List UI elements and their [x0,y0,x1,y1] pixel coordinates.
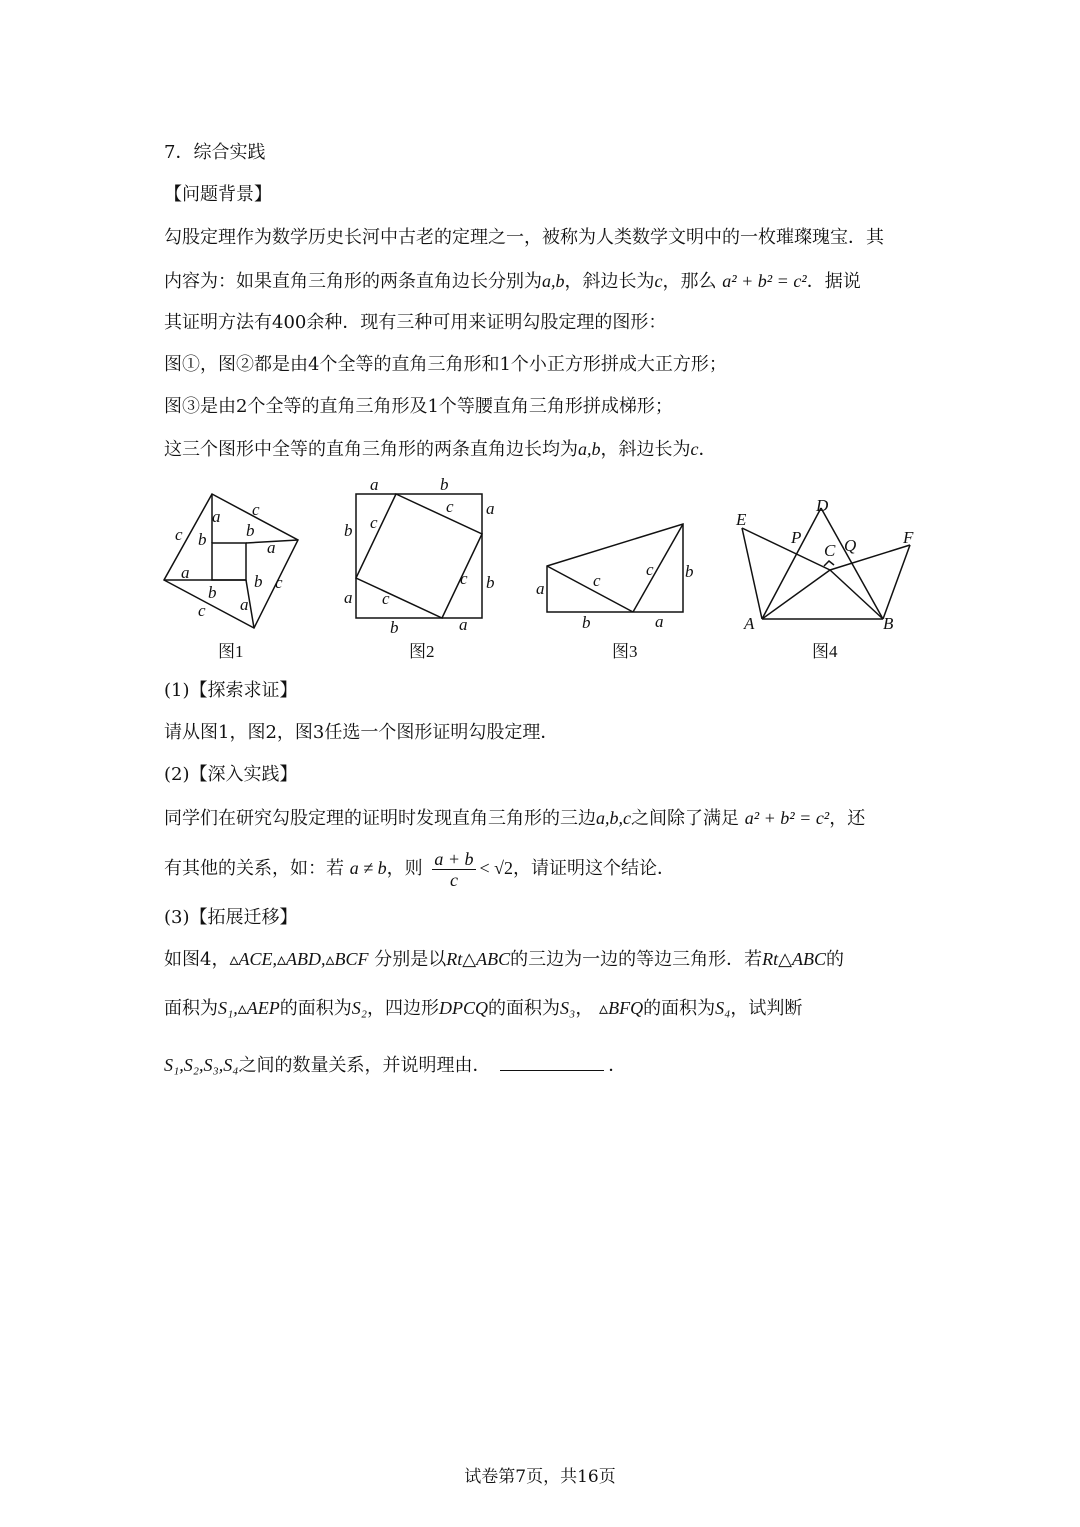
fig3-label-1: c [593,571,601,590]
math-ab: a,b [542,271,565,291]
part1-text: 请从图1，图2，图3任选一个图形证明勾股定理． [164,722,559,743]
fig1-label-11: a [240,595,249,614]
fig2-label-6: a [486,499,495,518]
part3-line-1 [164,947,844,972]
fig2-label-3: b [344,521,353,540]
background-line-2 [164,269,861,294]
text-segment: ，那么 [662,271,717,292]
fig4-point-F: F [903,528,914,547]
math-s4: S₄ [715,998,731,1018]
text-segment: 的 [825,949,844,970]
text-segment: ，斜边长为 [600,439,691,460]
text-segment: ，还 [829,808,866,829]
fig3-label-4: a [536,579,545,598]
text-segment: 面积为 [164,998,218,1019]
fig1-label-b-inner: b [254,572,263,591]
fig4-point-C: C [824,541,836,560]
math-abc: a,b,c [596,808,631,828]
part2-line-2 [164,848,675,890]
text-segment: 分别是以 [374,949,447,970]
figure-4 [742,508,910,619]
fig3-label-3: b [685,562,694,581]
fig4-point-Q: Q [844,536,857,555]
fig1-label-7: a [181,563,190,582]
fig1-label-9: c [198,601,206,620]
fig2-label-9: a [344,588,353,607]
math-s2: S₂ [351,998,368,1018]
fig3-label-6: a [655,612,664,631]
fig1-label-2: a [212,507,221,526]
caption-figure-4: 图4 [812,642,838,661]
text-segment: ． [608,1055,627,1076]
fraction-numerator: a + b [434,848,474,869]
fig1-label-10: c [275,573,283,592]
text-segment: 的面积为 [643,998,716,1019]
text-segment: ，四边形 [367,998,440,1019]
fig2-label-10: c [382,589,390,608]
text-segment: 同学们在研究勾股定理的证明时发现直角三角形的三边 [164,808,596,829]
figure-2-labels [344,475,495,661]
text-segment: ，则 [386,858,423,879]
figure-3-labels [536,560,694,661]
fig1-label-5: b [246,521,255,540]
math-s3: S₃ [560,998,576,1018]
math-ab: a,b [578,439,601,459]
fig1-label-3: c [252,500,260,519]
text-segment: 有其他的关系，如：若 [164,858,344,879]
fig1-label-6: a [267,538,276,557]
background-line-6 [164,437,717,462]
pythagoras-equation: a² + b² = c² [744,808,830,828]
fig1-label-1: c [175,525,183,544]
pythagoras-equation: a² + b² = c² [722,271,807,291]
fig2-label-11: b [390,618,399,637]
part2-line-1 [164,806,865,831]
math-s-list: S₁,S₂,S₃,S₄ [164,1055,239,1075]
fig4-point-P: P [791,528,802,547]
text-segment: 之间除了满足 [631,808,739,829]
fig2-label-7: c [460,569,468,588]
text-segment: 的面积为 [279,998,352,1019]
fig2-label-2: b [440,475,449,494]
inequality-rhs: < √2 [479,858,514,878]
fig2-label-12: a [459,615,468,634]
fig4-point-E: E [736,510,747,529]
text-segment: ，试判断 [730,998,803,1019]
fraction [432,849,475,890]
fig2-label-8: b [486,573,495,592]
text-segment: 内容为：如果直角三角形的两条直角边长分别为 [164,271,542,292]
text-segment: ， [575,998,594,1019]
text-segment: ． [698,439,717,460]
fig2-label-4: c [370,513,378,532]
fig4-point-D: D [816,496,829,515]
math-c: c [654,271,663,291]
page-footer: 试卷第7页，共16页 [464,1467,616,1487]
math-quadrilateral: DPCQ [439,998,489,1018]
fig3-label-2: c [646,560,654,579]
text-segment: 这三个图形中全等的直角三角形的两条直角边长均为 [164,439,578,460]
text-segment: 的面积为 [488,998,561,1019]
text-segment: 之间的数量关系，并说明理由． [238,1055,491,1076]
figure-4-labels [735,496,914,661]
fig4-point-A: A [744,614,755,633]
fig1-label-4: b [198,530,207,549]
background-line-3: 其证明方法有400余种．现有三种可用来证明勾股定理的图形： [164,312,667,333]
question-number-title: 7．综合实践 [164,142,266,163]
figure-1 [164,494,298,628]
fig1-label-8: b [208,583,217,602]
math-s1-aep: S₁,▵AEP [218,998,280,1018]
caption-figure-3: 图3 [612,642,638,661]
fig4-point-B: B [883,614,894,633]
math-rt-abc: Rt△ABC [762,949,826,969]
fig2-label-1: a [370,475,379,494]
part2-heading: (2)【深入实践】 [164,764,298,785]
part3-heading: (3)【拓展迁移】 [164,907,298,928]
math-rt-abc: Rt△ABC [446,949,511,969]
math-triangles: ▵ACE,▵ABD,▵BCF [229,949,369,969]
text-segment: ．据说 [806,271,861,292]
figures-strip [150,470,930,670]
math-c: c [690,439,699,459]
math-bfq: ▵BFQ [599,998,644,1018]
fraction-denominator: c [449,869,458,890]
background-line-5: 图③是由2个全等的直角三角形及1个等腰直角三角形拼成梯形； [164,396,673,417]
text-segment: 的三边为一边的等边三角形．若 [510,949,763,970]
background-line-1: 勾股定理作为数学历史长河中古老的定理之一，被称为人类数学文明中的一枚璀璨瑰宝．其 [164,227,884,248]
math-condition: a ≠ b [349,858,387,878]
background-heading: 【问题背景】 [164,184,272,205]
caption-figure-2: 图2 [409,642,435,661]
fig2-label-5: c [446,497,454,516]
text-segment: 如图4， [164,949,230,970]
part1-heading: (1)【探索求证】 [164,680,298,701]
caption-figure-1: 图1 [218,642,244,661]
background-line-4: 图①，图②都是由4个全等的直角三角形和1个小正方形拼成大正方形； [164,354,727,375]
text-segment: ，斜边长为 [564,271,655,292]
fig3-label-5: b [582,613,591,632]
text-segment: ，请证明这个结论． [513,858,676,879]
figure-3 [547,524,683,612]
part3-line-2 [164,996,802,1021]
part3-line-3 [164,1053,626,1078]
answer-blank[interactable] [500,1054,604,1071]
